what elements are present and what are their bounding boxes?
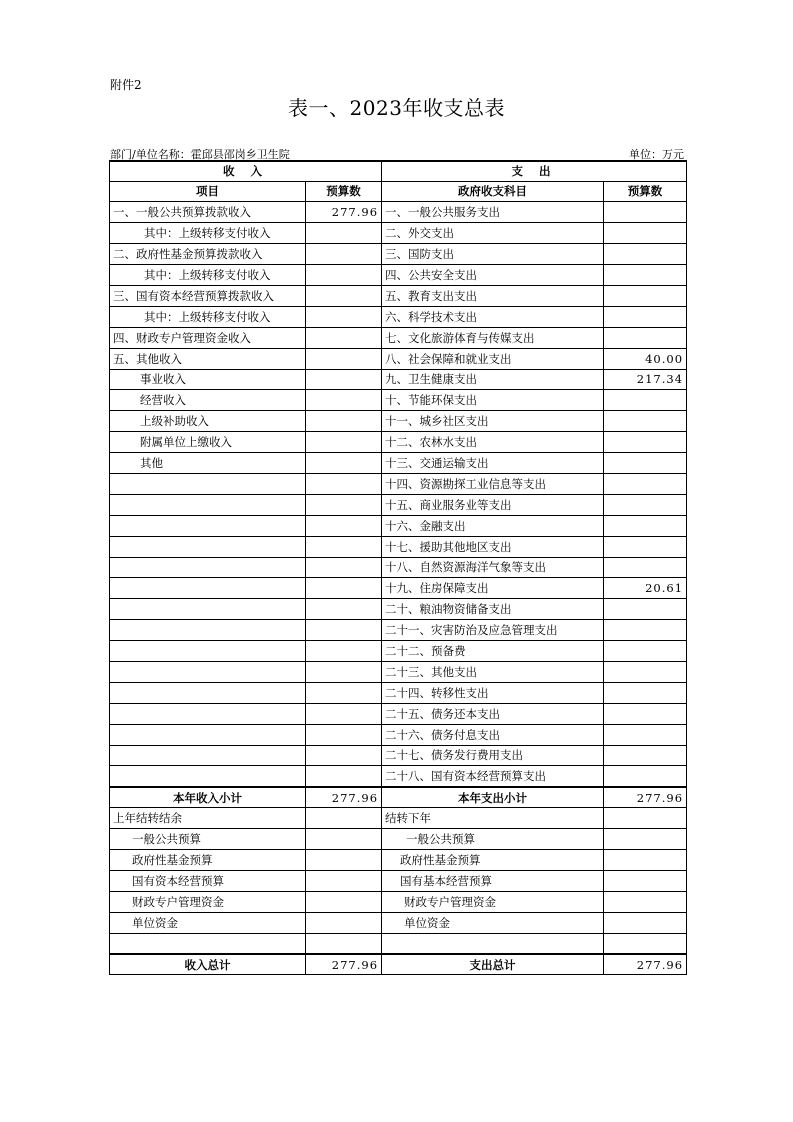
expense-item: 十八、自然资源海洋气象等支出 [382, 557, 604, 578]
expense-value [604, 244, 687, 265]
expense-value [604, 473, 687, 494]
income-value [306, 453, 382, 474]
carry-row [110, 891, 687, 912]
expense-value [604, 703, 687, 724]
table-row [110, 557, 687, 578]
carry-left: 一般公共预算 [110, 829, 306, 850]
department-label: 部门/单位名称：霍邱县邵岗乡卫生院 [110, 148, 290, 161]
income-value: 277.96 [306, 202, 382, 223]
table-row [110, 494, 687, 515]
income-value [306, 327, 382, 348]
expense-value [604, 536, 687, 557]
expense-item: 五、教育支出支出 [382, 285, 604, 306]
expense-item: 二、外交支出 [382, 223, 604, 244]
expense-value: 40.00 [604, 348, 687, 369]
item-header: 项目 [110, 181, 306, 202]
expense-value [604, 766, 687, 787]
income-item: 事业收入 [110, 369, 306, 390]
expense-item: 十一、城乡社区支出 [382, 411, 604, 432]
income-value [306, 411, 382, 432]
expense-subtotal-label: 本年支出小计 [382, 787, 604, 808]
carry-right: 单位资金 [382, 912, 604, 933]
carry-left: 上年结转结余 [110, 808, 306, 829]
table-row [110, 285, 687, 306]
income-item: 四、财政专户管理资金收入 [110, 327, 306, 348]
expense-item: 四、公共安全支出 [382, 265, 604, 286]
carry-row [110, 912, 687, 933]
table-row [110, 348, 687, 369]
expense-value [604, 641, 687, 662]
income-total-label: 收入总计 [110, 954, 306, 975]
budget-summary-table [109, 160, 687, 975]
expense-value [604, 285, 687, 306]
expense-value [604, 682, 687, 703]
income-value [306, 265, 382, 286]
total-row [110, 954, 687, 975]
expense-value [604, 661, 687, 682]
table-row [110, 536, 687, 557]
expense-value [604, 432, 687, 453]
expense-value: 20.61 [604, 578, 687, 599]
expense-item: 十五、商业服务业等支出 [382, 494, 604, 515]
income-value [306, 285, 382, 306]
carry-right [382, 933, 604, 954]
expense-value: 217.34 [604, 369, 687, 390]
expense-value [604, 202, 687, 223]
carry-row [110, 808, 687, 829]
expense-item: 二十四、转移性支出 [382, 682, 604, 703]
table-row [110, 641, 687, 662]
expense-item: 二十八、国有资本经营预算支出 [382, 766, 604, 787]
table-row [110, 724, 687, 745]
income-item: 其中：上级转移支付收入 [110, 265, 306, 286]
table-row [110, 453, 687, 474]
expense-value [604, 453, 687, 474]
carry-right: 财政专户管理资金 [382, 891, 604, 912]
expense-item: 十四、资源勘探工业信息等支出 [382, 473, 604, 494]
income-item: 经营收入 [110, 390, 306, 411]
carry-left: 政府性基金预算 [110, 850, 306, 871]
carry-row [110, 870, 687, 891]
expense-header: 支 出 [382, 161, 687, 181]
table-row [110, 473, 687, 494]
income-item: 二、政府性基金预算拨款收入 [110, 244, 306, 265]
expense-value [604, 557, 687, 578]
income-total-value: 277.96 [306, 954, 382, 975]
expense-item: 十二、农林水支出 [382, 432, 604, 453]
table-row [110, 390, 687, 411]
expense-total-label: 支出总计 [382, 954, 604, 975]
income-value [306, 244, 382, 265]
carry-right: 结转下年 [382, 808, 604, 829]
table-row [110, 432, 687, 453]
expense-value [604, 494, 687, 515]
income-subtotal-label: 本年收入小计 [110, 787, 306, 808]
income-header: 收 入 [110, 161, 382, 181]
table-row [110, 369, 687, 390]
expense-item: 七、文化旅游体育与传媒支出 [382, 327, 604, 348]
expense-item: 十九、住房保障支出 [382, 578, 604, 599]
expense-item: 二十三、其他支出 [382, 661, 604, 682]
income-value [306, 390, 382, 411]
table-row [110, 265, 687, 286]
attachment-label: 附件2 [110, 78, 142, 92]
expense-item-header: 政府收支科目 [382, 181, 604, 202]
income-subtotal-value: 277.96 [306, 787, 382, 808]
expense-item: 二十六、债务付息支出 [382, 724, 604, 745]
table-row [110, 682, 687, 703]
table-row [110, 244, 687, 265]
table-row [110, 620, 687, 641]
expense-value [604, 223, 687, 244]
carry-left: 财政专户管理资金 [110, 891, 306, 912]
table-row [110, 223, 687, 244]
carry-left: 国有资本经营预算 [110, 870, 306, 891]
expense-item: 八、社会保障和就业支出 [382, 348, 604, 369]
income-value [306, 369, 382, 390]
carry-right: 一般公共预算 [382, 829, 604, 850]
income-item: 其他 [110, 453, 306, 474]
table-row [110, 766, 687, 787]
expense-item: 十六、金融支出 [382, 515, 604, 536]
unit-label: 单位：万元 [629, 148, 684, 161]
expense-item: 二十二、预备费 [382, 641, 604, 662]
carry-right: 国有基本经营预算 [382, 870, 604, 891]
expense-value [604, 390, 687, 411]
expense-value [604, 599, 687, 620]
table-row [110, 599, 687, 620]
expense-item: 二十五、债务还本支出 [382, 703, 604, 724]
carry-row [110, 850, 687, 871]
expense-total-value: 277.96 [604, 954, 687, 975]
income-item: 其中：上级转移支付收入 [110, 306, 306, 327]
subtotal-row [110, 787, 687, 808]
income-value [306, 348, 382, 369]
expense-item: 六、科学技术支出 [382, 306, 604, 327]
table-row [110, 306, 687, 327]
expense-item: 二十一、灾害防治及应急管理支出 [382, 620, 604, 641]
page-title: 表一、2023年收支总表 [288, 96, 505, 120]
expense-budget-header: 预算数 [604, 181, 687, 202]
expense-value [604, 327, 687, 348]
income-item: 上级补助收入 [110, 411, 306, 432]
income-item: 五、其他收入 [110, 348, 306, 369]
expense-item: 一、一般公共服务支出 [382, 202, 604, 223]
income-value [306, 432, 382, 453]
table-row [110, 578, 687, 599]
table-row [110, 202, 687, 223]
meta-row [110, 146, 686, 160]
expense-item: 十七、援助其他地区支出 [382, 536, 604, 557]
expense-item: 九、卫生健康支出 [382, 369, 604, 390]
table-row [110, 411, 687, 432]
carry-row [110, 829, 687, 850]
budget-header: 预算数 [306, 181, 382, 202]
header-row-2 [110, 181, 687, 202]
income-item: 三、国有资本经营预算拨款收入 [110, 285, 306, 306]
carry-row [110, 933, 687, 954]
expense-item: 十、节能环保支出 [382, 390, 604, 411]
expense-value [604, 265, 687, 286]
table-row [110, 661, 687, 682]
header-row-1 [110, 161, 687, 181]
expense-value [604, 620, 687, 641]
income-item: 其中：上级转移支付收入 [110, 223, 306, 244]
income-value [306, 306, 382, 327]
income-item: 一、一般公共预算拨款收入 [110, 202, 306, 223]
expense-value [604, 724, 687, 745]
table-row [110, 515, 687, 536]
table-row [110, 745, 687, 766]
expense-item: 十三、交通运输支出 [382, 453, 604, 474]
expense-value [604, 306, 687, 327]
expense-value [604, 411, 687, 432]
expense-value [604, 745, 687, 766]
expense-item: 三、国防支出 [382, 244, 604, 265]
expense-item: 二十七、债务发行费用支出 [382, 745, 604, 766]
expense-subtotal-value: 277.96 [604, 787, 687, 808]
carry-left [110, 933, 306, 954]
expense-value [604, 515, 687, 536]
expense-item: 二十、粮油物资储备支出 [382, 599, 604, 620]
income-value [306, 223, 382, 244]
income-item: 附属单位上缴收入 [110, 432, 306, 453]
table-row [110, 327, 687, 348]
carry-left: 单位资金 [110, 912, 306, 933]
table-row [110, 703, 687, 724]
carry-right: 政府性基金预算 [382, 850, 604, 871]
